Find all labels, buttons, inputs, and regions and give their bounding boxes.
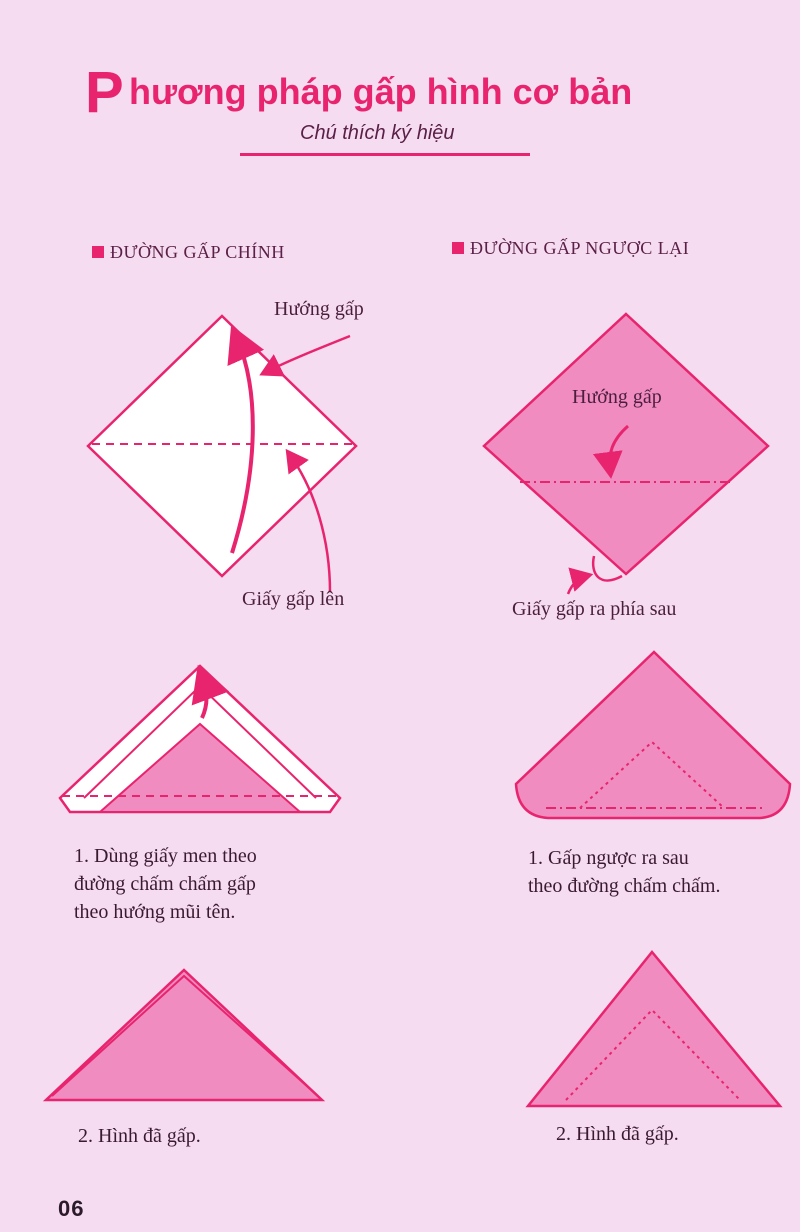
caption-right-step2: 2. Hình đã gấp. [556,1123,679,1145]
title-text: hương pháp gấp hình cơ bản [129,71,633,112]
label-fold-direction-reverse: Hướng gấp [572,386,662,408]
diagram-left-result [46,970,322,1100]
caption-line: 1. Dùng giấy men theo [74,845,257,867]
label-paper-back: Giấy gấp ra phía sau [512,598,677,620]
caption-line: theo đường chấm chấm. [528,875,721,897]
label-paper-up: Giấy gấp lên [242,588,345,610]
caption-left-step2: 2. Hình đã gấp. [78,1125,201,1147]
diagram-right-step1 [516,652,790,818]
diagram-main-fold [88,316,356,592]
section-main-fold-label: ĐƯỜNG GẤP CHÍNH [110,242,285,262]
pointer-arrow-icon [266,336,350,372]
caption-line: 1. Gấp ngược ra sau [528,847,689,869]
diagram-right-result [528,952,780,1106]
caption-line: đường chấm chấm gấp [74,873,256,895]
pointer-arrow-icon [568,576,586,594]
caption-right-step1 [528,844,720,900]
section-reverse-fold-label: ĐƯỜNG GẤP NGƯỢC LẠI [470,238,690,258]
diagram-left-step1 [60,666,340,812]
page-number: 06 [58,1196,85,1221]
label-fold-direction: Hướng gấp [274,298,364,320]
caption-left-step1 [74,842,257,926]
diagram-reverse-fold [484,314,768,594]
title-initial: P [85,60,124,125]
subtitle: Chú thích ký hiệu [300,122,455,144]
caption-line: theo hướng mũi tên. [74,901,236,923]
